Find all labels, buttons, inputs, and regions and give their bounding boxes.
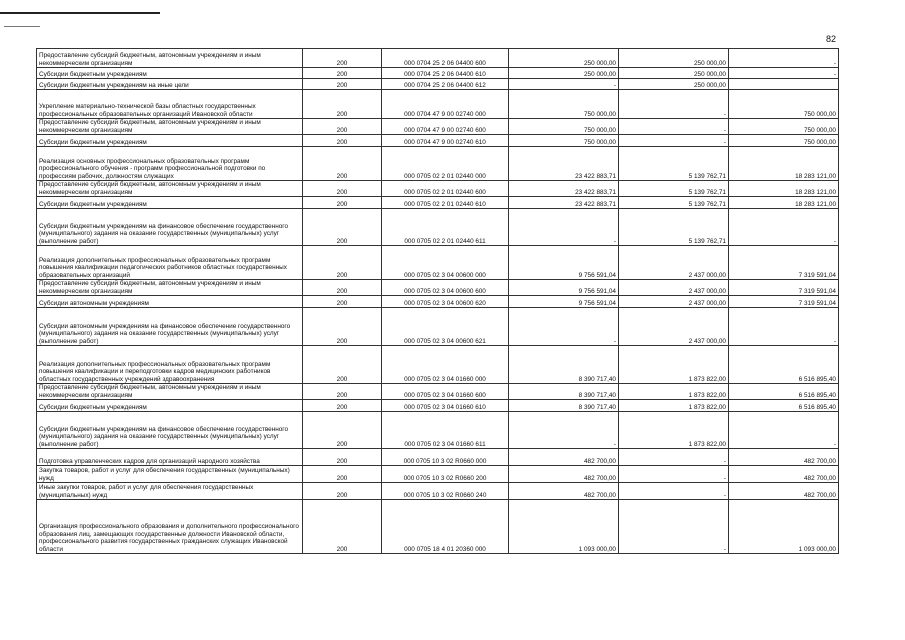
admin-code: 200 <box>303 49 382 68</box>
budget-code: 000 0705 10 3 02 R0660 000 <box>382 449 509 466</box>
amount-executed: - <box>619 500 729 554</box>
admin-code: 200 <box>303 296 382 308</box>
budget-code: 000 0705 02 2 01 02440 000 <box>382 147 509 181</box>
amount-approved: 250 000,00 <box>509 49 619 68</box>
amount-remaining: 750 000,00 <box>729 135 839 147</box>
table-row <box>37 384 839 400</box>
table-row <box>37 119 839 135</box>
budget-code: 000 0705 02 2 01 02440 610 <box>382 197 509 209</box>
amount-remaining: 6 516 895,40 <box>729 400 839 412</box>
amount-executed: - <box>619 90 729 119</box>
amount-approved: 8 390 717,40 <box>509 384 619 400</box>
item-name: Предоставление субсидий бюджетным, автономным учреждениям и иным некоммерческим организациям <box>37 119 303 135</box>
amount-executed: - <box>619 466 729 483</box>
budget-code: 000 0705 02 3 04 01660 610 <box>382 400 509 412</box>
admin-code: 200 <box>303 384 382 400</box>
admin-code: 200 <box>303 483 382 500</box>
budget-code: 000 0704 47 9 00 02740 000 <box>382 90 509 119</box>
item-name: Иные закупки товаров, работ и услуг для обеспечения государственных (муниципальных) нужд <box>37 483 303 500</box>
amount-approved: 23 422 883,71 <box>509 197 619 209</box>
table-row <box>37 483 839 500</box>
admin-code: 200 <box>303 209 382 246</box>
amount-approved: 482 700,00 <box>509 449 619 466</box>
table-row <box>37 280 839 296</box>
amount-remaining: - <box>729 412 839 449</box>
table-row <box>37 79 839 90</box>
table-row <box>37 246 839 280</box>
admin-code: 200 <box>303 500 382 554</box>
admin-code: 200 <box>303 68 382 79</box>
admin-code: 200 <box>303 135 382 147</box>
amount-executed: 5 139 762,71 <box>619 197 729 209</box>
admin-code: 200 <box>303 147 382 181</box>
amount-approved: 9 756 591,04 <box>509 280 619 296</box>
amount-remaining: - <box>729 49 839 68</box>
amount-remaining: 750 000,00 <box>729 90 839 119</box>
amount-executed: 1 873 822,00 <box>619 346 729 384</box>
budget-code: 000 0705 10 3 02 R0660 200 <box>382 466 509 483</box>
table-row <box>37 135 839 147</box>
amount-executed: 5 139 762,71 <box>619 181 729 197</box>
amount-approved: 23 422 883,71 <box>509 181 619 197</box>
item-name: Реализация основных профессиональных образовательных программ профессионального обучения - программ профессиональной подготовки по профессиям рабочих, должностям служащих <box>37 147 303 181</box>
top-mark <box>4 26 40 27</box>
admin-code: 200 <box>303 90 382 119</box>
amount-remaining: 482 700,00 <box>729 449 839 466</box>
item-name: Субсидии бюджетным учреждениям на финансовое обеспечение государственного (муниципального) задания на оказание государственных (муниципальных) услуг (выполнение работ) <box>37 209 303 246</box>
amount-remaining: 7 319 591,04 <box>729 280 839 296</box>
amount-approved: - <box>509 79 619 90</box>
budget-code: 000 0704 47 9 00 02740 600 <box>382 119 509 135</box>
amount-approved: - <box>509 412 619 449</box>
amount-remaining: 6 516 895,40 <box>729 384 839 400</box>
budget-code: 000 0705 02 2 01 02440 611 <box>382 209 509 246</box>
amount-executed: 1 873 822,00 <box>619 400 729 412</box>
item-name: Субсидии бюджетным учреждениям <box>37 68 303 79</box>
budget-code: 000 0704 25 2 06 04400 612 <box>382 79 509 90</box>
amount-approved: - <box>509 209 619 246</box>
item-name: Предоставление субсидий бюджетным, автономным учреждениям и иным некоммерческим организациям <box>37 384 303 400</box>
table-row <box>37 181 839 197</box>
budget-code: 000 0704 25 2 06 04400 600 <box>382 49 509 68</box>
admin-code: 200 <box>303 119 382 135</box>
table-row <box>37 197 839 209</box>
item-name: Субсидии автономным учреждениям на финансовое обеспечение государственного (муниципального) задания на оказание государственных (муниципальных) услуг (выполнение работ) <box>37 308 303 346</box>
item-name: Субсидии бюджетным учреждениям <box>37 135 303 147</box>
amount-approved: 1 093 000,00 <box>509 500 619 554</box>
admin-code: 200 <box>303 246 382 280</box>
amount-approved: - <box>509 308 619 346</box>
table-row <box>37 209 839 246</box>
table-row <box>37 500 839 554</box>
amount-remaining: 482 700,00 <box>729 483 839 500</box>
table-row <box>37 400 839 412</box>
table-row <box>37 449 839 466</box>
amount-approved: 8 390 717,40 <box>509 346 619 384</box>
item-name: Предоставление субсидий бюджетным, автономным учреждениям и иным некоммерческим организациям <box>37 181 303 197</box>
admin-code: 200 <box>303 79 382 90</box>
item-name: Субсидии бюджетным учреждениям на финансовое обеспечение государственного (муниципального) задания на оказание государственных (муниципальных) услуг (выполнение работ) <box>37 412 303 449</box>
amount-executed: - <box>619 135 729 147</box>
amount-approved: 9 756 591,04 <box>509 246 619 280</box>
table-row <box>37 68 839 79</box>
budget-code: 000 0705 02 3 04 00600 621 <box>382 308 509 346</box>
amount-remaining: 18 283 121,00 <box>729 197 839 209</box>
table-row <box>37 90 839 119</box>
item-name: Закупка товаров, работ и услуг для обеспечения государственных (муниципальных) нужд <box>37 466 303 483</box>
budget-code: 000 0705 10 3 02 R0660 240 <box>382 483 509 500</box>
table-row <box>37 308 839 346</box>
amount-approved: 482 700,00 <box>509 466 619 483</box>
item-name: Организация профессионального образования и дополнительного профессионального образования лиц, замещающих государственные должности Ивановской области, профессионального развития государственных гражданских служащих Ивановской области <box>37 500 303 554</box>
item-name: Предоставление субсидий бюджетным, автономным учреждениям и иным некоммерческим организациям <box>37 280 303 296</box>
admin-code: 200 <box>303 412 382 449</box>
amount-executed: 2 437 000,00 <box>619 296 729 308</box>
item-name: Предоставление субсидий бюджетным, автономным учреждениям и иным некоммерческим организациям <box>37 49 303 68</box>
admin-code: 200 <box>303 197 382 209</box>
amount-executed: 1 873 822,00 <box>619 384 729 400</box>
amount-executed: 250 000,00 <box>619 68 729 79</box>
amount-remaining: 1 093 000,00 <box>729 500 839 554</box>
item-name: Реализация дополнительных профессиональных образовательных программ повышения квалификации педагогических работников областных государственных образовательных организаций <box>37 246 303 280</box>
amount-remaining: - <box>729 68 839 79</box>
amount-executed: 2 437 000,00 <box>619 246 729 280</box>
amount-executed: - <box>619 449 729 466</box>
amount-remaining: 6 516 895,40 <box>729 346 839 384</box>
amount-approved: 8 390 717,40 <box>509 400 619 412</box>
budget-code: 000 0704 25 2 06 04400 610 <box>382 68 509 79</box>
amount-remaining <box>729 79 839 90</box>
amount-executed: 2 437 000,00 <box>619 308 729 346</box>
amount-remaining: - <box>729 308 839 346</box>
table-row <box>37 466 839 483</box>
budget-code: 000 0705 02 3 04 01660 000 <box>382 346 509 384</box>
admin-code: 200 <box>303 280 382 296</box>
amount-approved: 750 000,00 <box>509 135 619 147</box>
amount-approved: 250 000,00 <box>509 68 619 79</box>
table-row <box>37 346 839 384</box>
page-number: 82 <box>826 34 837 44</box>
table-row <box>37 49 839 68</box>
amount-remaining: 750 000,00 <box>729 119 839 135</box>
item-name: Субсидии бюджетным учреждениям на иные цели <box>37 79 303 90</box>
amount-remaining: 18 283 121,00 <box>729 147 839 181</box>
admin-code: 200 <box>303 449 382 466</box>
top-rule <box>0 12 160 14</box>
budget-code: 000 0705 02 3 04 01660 600 <box>382 384 509 400</box>
amount-executed: - <box>619 119 729 135</box>
item-name: Субсидии бюджетным учреждениям <box>37 400 303 412</box>
amount-executed: 2 437 000,00 <box>619 280 729 296</box>
budget-code: 000 0705 02 2 01 02440 600 <box>382 181 509 197</box>
item-name: Субсидии автономным учреждениям <box>37 296 303 308</box>
budget-code: 000 0705 18 4 01 20360 000 <box>382 500 509 554</box>
budget-code: 000 0705 02 3 04 00600 600 <box>382 280 509 296</box>
item-name: Субсидии бюджетным учреждениям <box>37 197 303 209</box>
amount-executed: 5 139 762,71 <box>619 147 729 181</box>
amount-executed: 250 000,00 <box>619 79 729 90</box>
amount-approved: 750 000,00 <box>509 119 619 135</box>
amount-executed: - <box>619 483 729 500</box>
item-name: Укрепление материально-технической базы областных государственных профессиональных образовательных организаций Ивановской области <box>37 90 303 119</box>
amount-approved: 23 422 883,71 <box>509 147 619 181</box>
admin-code: 200 <box>303 466 382 483</box>
item-name: Подготовка управленческих кадров для организаций народного хозяйства <box>37 449 303 466</box>
amount-remaining: 7 319 591,04 <box>729 246 839 280</box>
table-row <box>37 296 839 308</box>
budget-table <box>36 48 839 554</box>
amount-executed: 250 000,00 <box>619 49 729 68</box>
table-row <box>37 147 839 181</box>
table-row <box>37 412 839 449</box>
budget-code: 000 0704 47 9 00 02740 610 <box>382 135 509 147</box>
amount-approved: 482 700,00 <box>509 483 619 500</box>
admin-code: 200 <box>303 181 382 197</box>
budget-code: 000 0705 02 3 04 01660 611 <box>382 412 509 449</box>
amount-remaining: - <box>729 209 839 246</box>
amount-executed: 1 873 822,00 <box>619 412 729 449</box>
budget-code: 000 0705 02 3 04 00600 000 <box>382 246 509 280</box>
item-name: Реализация дополнительных профессиональных образовательных программ повышения квалификации и переподготовки кадров медицинских работников областных государственных учреждений здравоохранения <box>37 346 303 384</box>
amount-remaining: 7 319 591,04 <box>729 296 839 308</box>
amount-executed: 5 139 762,71 <box>619 209 729 246</box>
admin-code: 200 <box>303 400 382 412</box>
amount-remaining: 482 700,00 <box>729 466 839 483</box>
amount-approved: 9 756 591,04 <box>509 296 619 308</box>
amount-remaining: 18 283 121,00 <box>729 181 839 197</box>
budget-code: 000 0705 02 3 04 00600 620 <box>382 296 509 308</box>
amount-approved: 750 000,00 <box>509 90 619 119</box>
admin-code: 200 <box>303 346 382 384</box>
admin-code: 200 <box>303 308 382 346</box>
